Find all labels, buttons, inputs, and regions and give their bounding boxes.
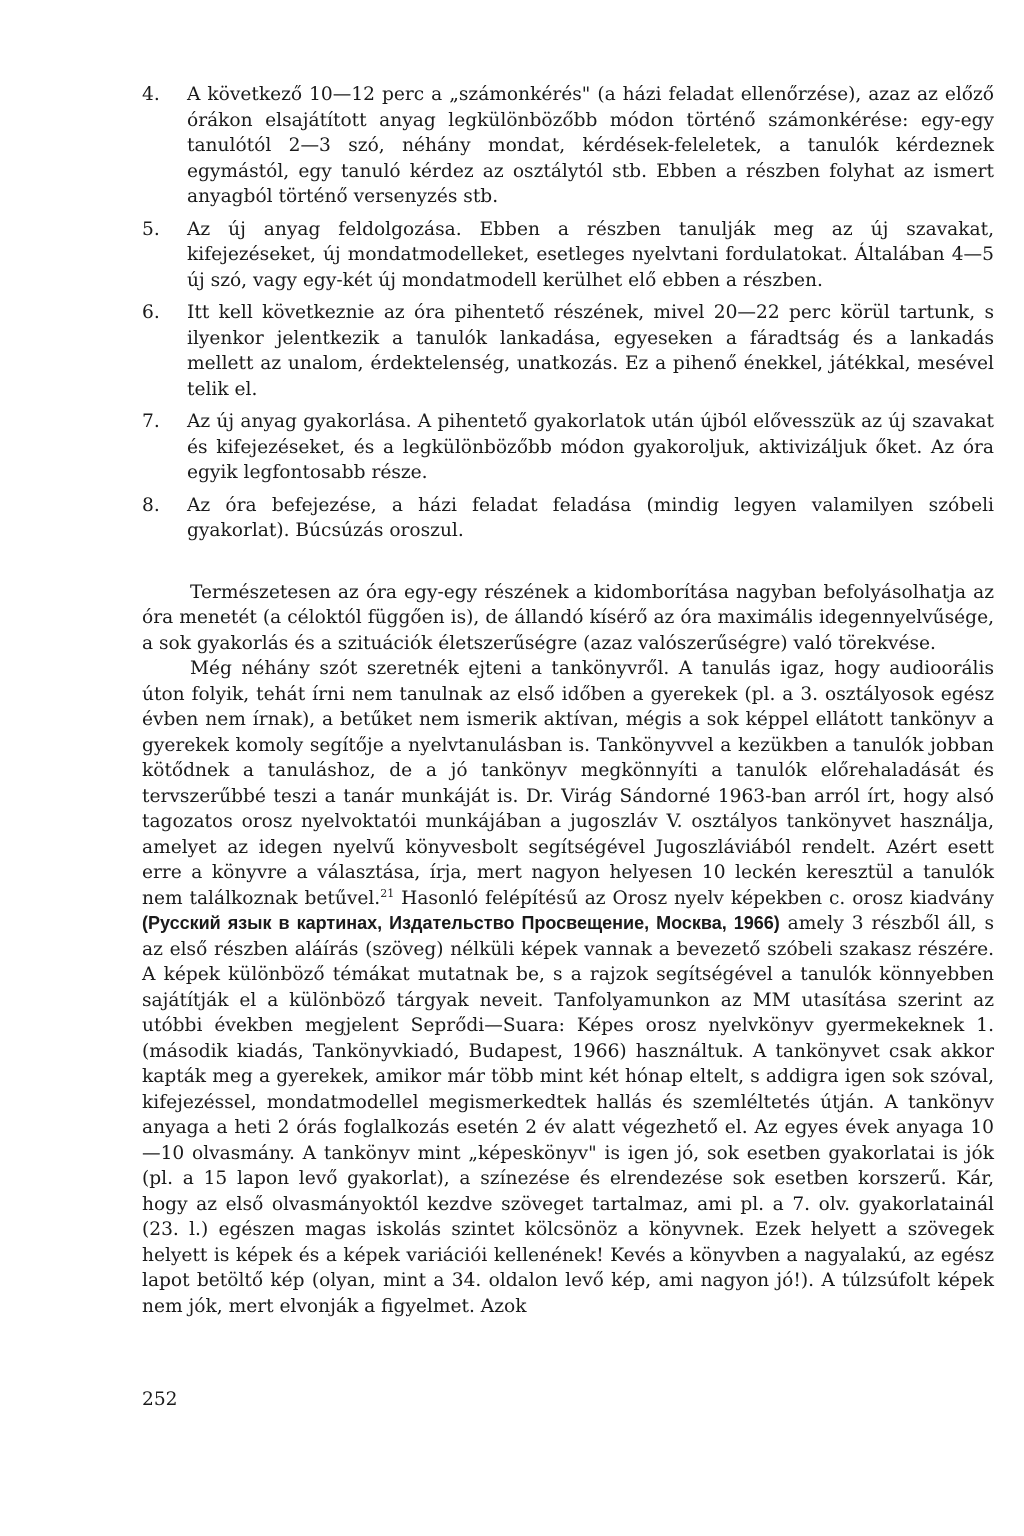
list-text: A következő 10—12 perc a „számonkérés" (a házi feladat ellenőrzése), azaz az előző órákon elsajátított anyag legkülönbözőbb módon történő számonkérése: egy-egy tanulótól 2—3 szó, néhány mondat, kérdések-feleletek, a tanulók kérdeznek egymástól, egy tanuló kérdez az osztálytól stb. Ebben a részben folyhat az ismert anyagból történő versenyzés stb. [187,84,994,207]
list-number: 7. [142,411,160,432]
page-number: 252 [142,1389,178,1410]
list-number: 5. [142,218,160,240]
paragraph-text: Hasonló felépítésű az Orosz nyelv képekben c. orosz kiadvány [394,887,994,909]
russian-book-title: (Русский язык в картинах, Издательство Просвещение, Москва, 1966) [142,913,780,933]
paragraph-summary: Természetesen az óra egy-egy részének a kidomborítása nagyban befolyásolhatja az óra menetét (a céloktól függően is), de állandó kísérő az óra maximális idegennyelvűsége, a sok gyakorlás és a szituációk életszerűségre (azaz valószerűségre) való törekvése. [142,581,994,654]
page-body [142,82,994,1319]
list-item-4 [142,82,994,210]
list-text: Az új anyag gyakorlása. A pihentető gyakorlatok után újból elővesszük az új szavakat és kifejezéseket, és a legkülönbözőbb módon gyakoroljuk, aktivizáljuk őket. Az óra egyik legfontosabb része. [187,411,994,483]
list-number: 4. [142,84,160,105]
paragraph-text: amely 3 részből áll, s az első részben aláírás (szöveg) nélküli képek vannak a bevezető szóbeli szakasz részére. A képek különböző témákat mutatnak be, s a rajzok segítségével a tanulók könnyebben sajátítják el a különböző tárgyak neveit. Tanfolyamunkon az MM utasítása szerint az utóbbi években megjelent Seprődi—Suara: Képes orosz nyelvkönyv gyermekeknek 1. (második kiadás, Tankönyvkiadó, Budapest, 1966) használtuk. A tankönyvet csak akkor kapták meg a gyerekek, amikor már több mint két hónap eltelt, s addigra igen sok szóval, kifejezéssel, mondatmodellel megismerkedtek hallás és szemléltetés útján. A tankönyv anyaga a heti 2 órás foglalkozás esetén 2 év alatt végezhető el. Az egyes évek anyaga 10—10 olvasmány. A tankönyv mint „képeskönyv" is igen jó, sok esetben gyakorlatai is jók (pl. a 15 lapon levő gyakorlat), a színezése és elrendezése sok esetben korszerű. Kár, hogy az első olvasmányoktól kezdve szöveget tartalmaz, ami pl. a 7. olv. gyakorlatainál (23. l.) egészen magas iskolás szintet kölcsönöz a könyvnek. Ezek helyett a szövegek helyett is képek és a képek variációi kellenének! Kevés a könyvben a nagyalakú, az egész lapot betöltő kép (olyan, mint a 34. oldalon levő kép, ami nagyon jó!). A túlzsúfolt képek nem jók, mert elvonják a figyelmet. Azok [142,913,995,1317]
list-item-8 [142,493,994,544]
footnote-ref: 21 [380,886,395,900]
list-number: 6. [142,302,160,323]
list-item-5 [142,217,994,294]
list-item-6 [142,300,994,402]
list-text: Az új anyag feldolgozása. Ebben a részben tanulják meg az új szavakat, kifejezéseket, új mondatmodelleket, esetleges nyelvtani fordulatokat. Általában 4—5 új szó, vagy egy-két új mondatmodell kerülhet elő ebben a részben. [187,218,994,291]
list-text: Az óra befejezése, a házi feladat feladása (mindig legyen valamilyen szóbeli gyakorlat). Búcsúzás oroszul. [187,494,994,541]
list-text: Itt kell következnie az óra pihentető részének, mivel 20—22 perc körül tartunk, s ilyenkor jelentkezik a tanulók lankadása, egyeseken a fáradtság és a lankadás mellett az unalom, érdektelenség, unatkozás. Ez a pihenő énekkel, játékkal, mesével telik el. [187,302,994,400]
list-item-7 [142,409,994,486]
paragraph-textbook [142,656,994,1319]
paragraph-text: Még néhány szót szeretnék ejteni a tankönyvről. A tanulás igaz, hogy audioorális úton folyik, tehát írni nem tanulnak az első időben a gyerekek (pl. a 3. osztályosok egész évben nem írnak), a betűket nem ismerik aktívan, mégis a sok képpel ellátott tankönyv a gyerekek komoly segítője a nyelvtanulásban is. Tankönyvvel a kezükben a tanulók jobban kötődnek a tanuláshoz, de a jó tankönyv megkönnyíti a tanulók előrehaladását és tervszerűbbé teszi a tanár munkáját is. Dr. Virág Sándorné 1963-ban arról írt, hogy alsó tagozatos orosz nyelvoktatói munkájában a jugoszláv V. osztályos tankönyvet használja, amelyet az idegen nyelvű könyvesbolt segítségével Jugoszláviából rendelt. Azért esett erre a könyvre a választása, írja, mert nagyon helyesen 10 leckén keresztül a tanulók nem találkoznak betűvel. [142,658,994,909]
list-number: 8. [142,494,160,516]
